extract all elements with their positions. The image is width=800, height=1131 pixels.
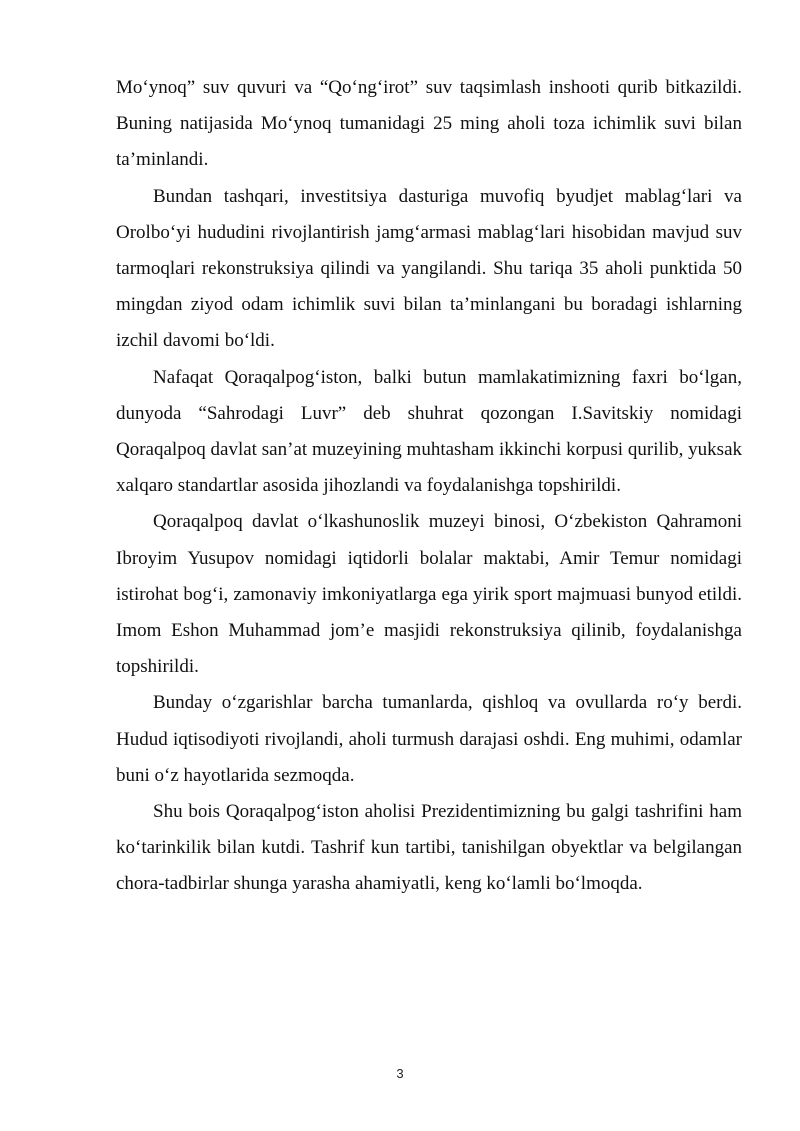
page-number: 3 — [396, 1066, 404, 1081]
paragraph-continuation: Mo‘ynoq” suv quvuri va “Qo‘ng‘irot” suv taqsimlash inshooti qurib bitkazildi. Buning natijasida Mo‘ynoq tumanidagi 25 ming aholi toza ichimlik suvi bilan ta’minlandi. — [116, 77, 742, 171]
paragraph: Nafaqat Qoraqalpog‘iston, balki butun mamlakatimizning faxri bo‘lgan, dunyoda “Sahrodagi Luvr” deb shuhrat qozongan I.Savitskiy nomidagi Qoraqalpoq davlat san’at muzeyining muhtasham ikkinchi korpusi qurilib, yuksak xalqaro standartlar asosida jihozlandi va foydalanishga topshirildi. — [116, 366, 742, 497]
page-body — [116, 70, 742, 903]
paragraph: Bundan tashqari, investitsiya dasturiga muvofiq byudjet mablag‘lari va Orolbo‘yi hududini rivojlantirish jamg‘armasi mablag‘lari hisobidan mavjud suv tarmoqlari rekonstruksiya qilindi va yangilandi. Shu tariqa 35 aholi punktida 50 mingdan ziyod odam ichimlik suvi bilan ta’minlangani bu boradagi ishlarning izchil davomi bo‘ldi. — [116, 185, 742, 352]
paragraph: Bunday o‘zgarishlar barcha tumanlarda, qishloq va ovullarda ro‘y berdi. Hudud iqtisodiyoti rivojlandi, aholi turmush darajasi oshdi. Eng muhimi, odamlar buni o‘z hayotlarida sezmoqda. — [116, 692, 742, 786]
paragraph: Shu bois Qoraqalpog‘iston aholisi Prezidentimizning bu galgi tashrifini ham ko‘tarinkilik bilan kutdi. Tashrif kun tartibi, tanishilgan obyektlar va belgilangan chora-tadbirlar shunga yarasha ahamiyatli, keng ko‘lamli bo‘lmoqda. — [116, 801, 742, 895]
paragraph: Qoraqalpoq davlat o‘lkashunoslik muzeyi binosi, O‘zbekiston Qahramoni Ibroyim Yusupov nomidagi iqtidorli bolalar maktabi, Amir Temur nomidagi istirohat bog‘i, zamonaviy imkoniyatlarga ega yirik sport majmuasi bunyod etildi. Imom Eshon Muhammad jom’e masjidi rekonstruksiya qilinib, foydalanishga topshirildi. — [116, 511, 742, 678]
